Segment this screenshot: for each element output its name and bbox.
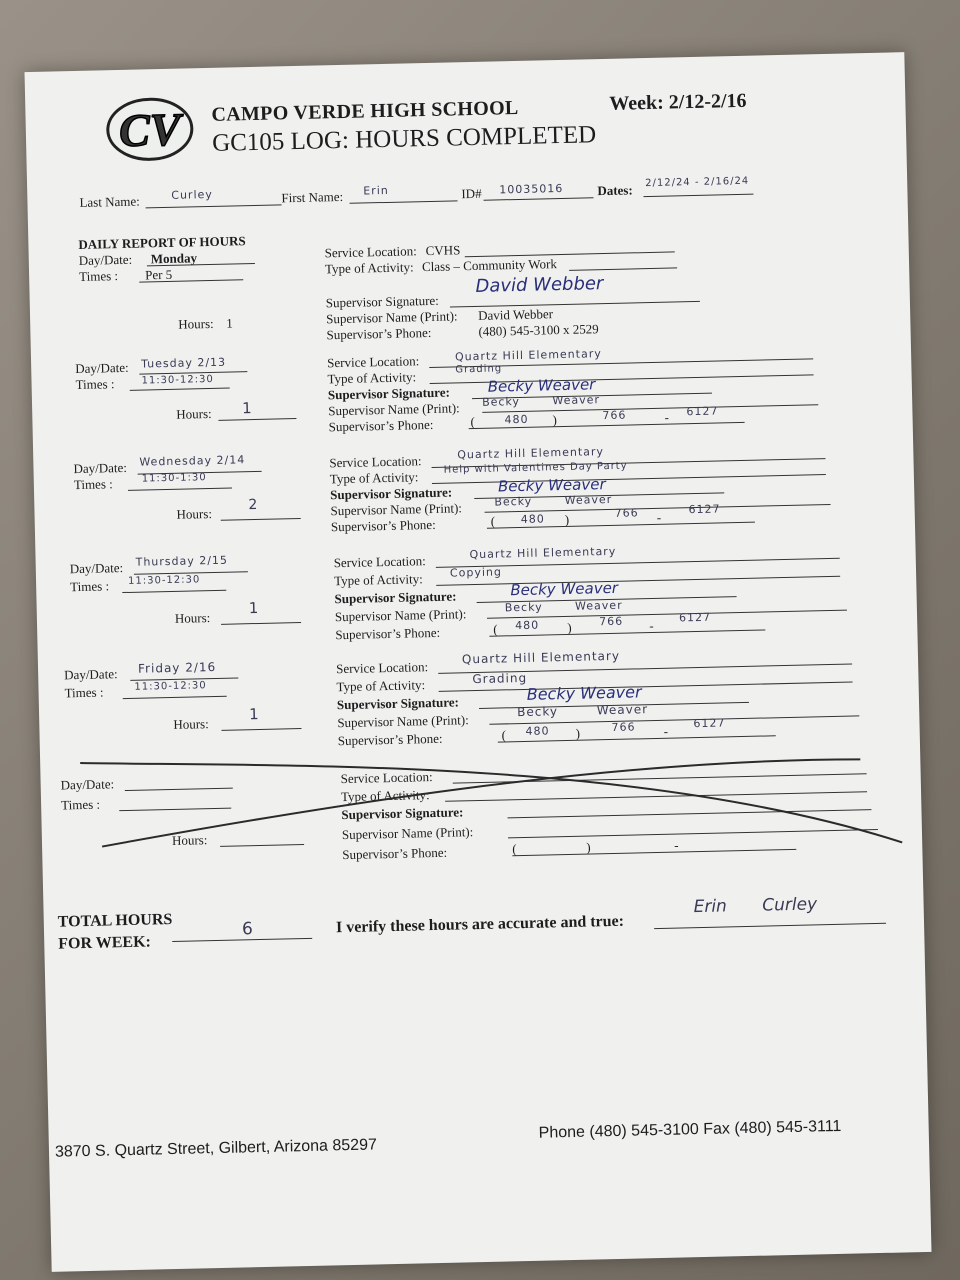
sup-phone-label: Supervisor’s Phone: — [342, 844, 448, 863]
sup-phone-label: Supervisor’s Phone: — [337, 730, 443, 749]
hours-value[interactable]: 2 — [248, 496, 259, 514]
day-value[interactable]: Monday — [150, 250, 198, 267]
student-signature[interactable]: Erin Curley — [693, 894, 818, 918]
day-value[interactable]: Wednesday 2/14 — [139, 453, 246, 469]
footer-phone: Phone (480) 545-3100 Fax (480) 545-3111 — [538, 1117, 842, 1142]
phone-paren-close: ) — [575, 725, 581, 741]
day-date-label: Day/Date: — [64, 666, 118, 683]
times-value[interactable]: 11:30-12:30 — [134, 680, 207, 693]
sup-name-label: Supervisor Name (Print): — [337, 712, 469, 731]
total-hours-label — [58, 909, 174, 956]
service-location-label: Service Location: — [327, 353, 420, 371]
times-value[interactable]: 11:30-12:30 — [127, 574, 201, 587]
phone-paren-close: ) — [564, 511, 570, 527]
sup-name-label: Supervisor Name (Print): — [341, 824, 474, 843]
day-value[interactable]: Tuesday 2/13 — [141, 355, 227, 371]
log-sheet — [25, 52, 932, 1272]
service-location-label: Service Location: — [329, 453, 422, 471]
sup-name-value[interactable]: Becky Weaver — [516, 702, 649, 720]
hours-value[interactable]: 1 — [241, 399, 253, 418]
week-range: Week: 2/12-2/16 — [609, 89, 747, 115]
phone-area[interactable]: 480 — [515, 618, 540, 633]
day-date-label: Day/Date: — [78, 251, 133, 268]
dates-value[interactable]: 2/12/24 - 2/16/24 — [645, 175, 750, 190]
phone-paren-open: ( — [470, 414, 476, 430]
sup-name-value[interactable]: Becky Weaver — [494, 492, 613, 509]
sup-signature[interactable]: Becky Weaver — [487, 375, 596, 396]
sup-phone-value[interactable]: (480) 545-3100 x 2529 — [478, 321, 599, 339]
phone-paren-open: ( — [493, 621, 498, 637]
report-title: DAILY REPORT OF HOURS — [78, 233, 246, 252]
id-value[interactable]: 10035016 — [499, 181, 564, 197]
type-activity-value[interactable]: Copying — [449, 565, 503, 580]
type-activity-label: Type of Activity: — [327, 369, 417, 387]
phone-prefix[interactable]: 766 — [598, 614, 624, 629]
dates-label: Dates: — [597, 182, 633, 199]
times-label: Times : — [60, 796, 101, 813]
sup-signature[interactable]: Becky Weaver — [497, 475, 606, 496]
day-date-label: Day/Date: — [60, 776, 115, 793]
sup-name-label: Supervisor Name (Print): — [326, 308, 458, 327]
sup-signature-label: Supervisor Signature: — [329, 484, 453, 503]
phone-number[interactable]: 6127 — [678, 610, 712, 625]
phone-area[interactable]: 480 — [525, 724, 550, 738]
footer-address: 3870 S. Quartz Street, Gilbert, Arizona 85297 — [54, 1136, 378, 1161]
sup-name-label: Supervisor Name (Print): — [328, 400, 460, 419]
phone-dash: - — [656, 509, 662, 525]
service-location-label: Service Location: — [340, 769, 433, 787]
service-location-label: Service Location: — [324, 243, 417, 261]
verify-label: I verify these hours are accurate and true: — [335, 912, 625, 937]
times-label: Times : — [70, 578, 110, 595]
day-date-label: Day/Date: — [75, 359, 129, 377]
sup-phone-label: Supervisor’s Phone: — [326, 324, 432, 343]
sup-signature[interactable]: Becky Weaver — [510, 578, 619, 600]
hours-label: Hours: — [174, 610, 211, 626]
sup-phone-label: Supervisor’s Phone: — [335, 624, 441, 643]
times-value[interactable]: Per 5 — [144, 266, 173, 283]
log-title: GC105 LOG: HOURS COMPLETED — [211, 121, 597, 157]
day-date-label: Day/Date: — [73, 459, 128, 477]
type-activity-label: Type of Activity: — [324, 259, 414, 277]
hours-label: Hours: — [176, 505, 213, 522]
first-name-value[interactable]: Erin — [363, 183, 389, 198]
hours-value[interactable]: 1 — [248, 704, 260, 724]
sup-signature[interactable]: Becky Weaver — [526, 682, 642, 704]
hours-label: Hours: — [178, 315, 214, 332]
phone-paren-close: ) — [586, 839, 591, 855]
sup-phone-label: Supervisor’s Phone: — [330, 516, 436, 535]
type-activity-label: Type of Activity: — [336, 677, 426, 695]
last-name-value[interactable]: Curley — [171, 187, 213, 202]
day-date-label: Day/Date: — [69, 560, 124, 577]
phone-dash: - — [663, 723, 669, 739]
phone-dash: - — [674, 837, 679, 853]
service-location-label: Service Location: — [335, 659, 429, 677]
times-label: Times : — [73, 476, 113, 493]
phone-paren-open: ( — [490, 513, 496, 529]
times-label: Times : — [64, 684, 104, 701]
school-name: CAMPO VERDE HIGH SCHOOL — [211, 96, 519, 126]
sup-name-label: Supervisor Name (Print): — [330, 500, 463, 519]
hours-value[interactable]: 1 — [248, 598, 260, 618]
hours-label: Hours: — [173, 716, 209, 732]
total-label-line1: TOTAL HOURS — [57, 911, 173, 931]
sup-phone-label: Supervisor’s Phone: — [328, 416, 434, 435]
phone-area[interactable]: 480 — [520, 512, 545, 526]
sup-name-value[interactable]: Becky Weaver — [481, 393, 601, 409]
service-location-value[interactable]: Quartz Hill Elementary — [454, 347, 602, 364]
sup-signature-label: Supervisor Signature: — [327, 384, 450, 403]
type-activity-value[interactable]: Grading — [455, 363, 503, 376]
type-activity-label: Type of Activity: — [340, 787, 430, 805]
service-location-label: Service Location: — [333, 553, 426, 571]
first-name-label: First Name: — [281, 188, 344, 206]
hours-label: Hours: — [176, 405, 212, 422]
type-activity-value[interactable]: Grading — [472, 670, 528, 687]
id-label: ID# — [461, 185, 482, 202]
phone-area[interactable]: 480 — [504, 412, 529, 427]
service-location-value[interactable]: Quartz Hill Elementary — [461, 648, 621, 667]
phone-prefix[interactable]: 766 — [611, 720, 636, 734]
phone-dash: - — [664, 409, 670, 425]
sup-name-value[interactable]: Becky Weaver — [504, 598, 623, 615]
type-activity-label: Type of Activity: — [333, 571, 423, 589]
phone-dash: - — [649, 618, 654, 634]
sup-signature-label: Supervisor Signature: — [325, 292, 439, 311]
phone-prefix[interactable]: 766 — [602, 408, 627, 423]
cross-out-marks — [25, 52, 932, 1272]
service-location-value[interactable]: CVHS — [425, 242, 461, 259]
sup-name-label: Supervisor Name (Print): — [334, 606, 467, 625]
sup-name-value[interactable]: David Webber — [477, 306, 554, 323]
phone-paren-close: ) — [552, 412, 558, 428]
svg-text:CV: CV — [118, 103, 182, 156]
times-value[interactable]: 11:30-1:30 — [141, 472, 207, 485]
phone-number[interactable]: 6127 — [688, 502, 721, 517]
type-activity-value[interactable]: Class – Community Work — [421, 256, 558, 275]
hours-label: Hours: — [171, 832, 208, 848]
phone-paren-close: ) — [567, 619, 572, 635]
last-name-label: Last Name: — [79, 193, 140, 210]
sup-signature-label: Supervisor Signature: — [334, 588, 457, 607]
total-label-line2: FOR WEEK: — [58, 933, 152, 953]
service-location-value[interactable]: Quartz Hill Elementary — [469, 544, 617, 562]
phone-paren-open: ( — [501, 727, 507, 743]
sup-signature-label: Supervisor Signature: — [336, 694, 460, 713]
times-label: Times : — [75, 376, 115, 393]
phone-paren-open: ( — [512, 841, 517, 857]
phone-prefix[interactable]: 766 — [614, 506, 639, 520]
day-value[interactable]: Thursday 2/15 — [135, 553, 229, 569]
times-label: Times : — [78, 268, 119, 284]
service-location-value[interactable]: Quartz Hill Elementary — [457, 445, 605, 462]
day-value[interactable]: Friday 2/16 — [137, 659, 217, 676]
phone-number[interactable]: 6127 — [686, 404, 719, 419]
times-value[interactable]: 11:30-12:30 — [141, 373, 214, 387]
sup-signature-label: Supervisor Signature: — [341, 804, 464, 823]
type-activity-label: Type of Activity: — [329, 469, 419, 487]
phone-number[interactable]: 6127 — [693, 716, 726, 731]
total-hours-value[interactable]: 6 — [241, 919, 255, 940]
hours-value[interactable]: 1 — [226, 315, 233, 331]
sup-signature[interactable]: David Webber — [475, 273, 604, 297]
type-activity-value[interactable]: Help with Valentines Day Party — [443, 460, 628, 476]
